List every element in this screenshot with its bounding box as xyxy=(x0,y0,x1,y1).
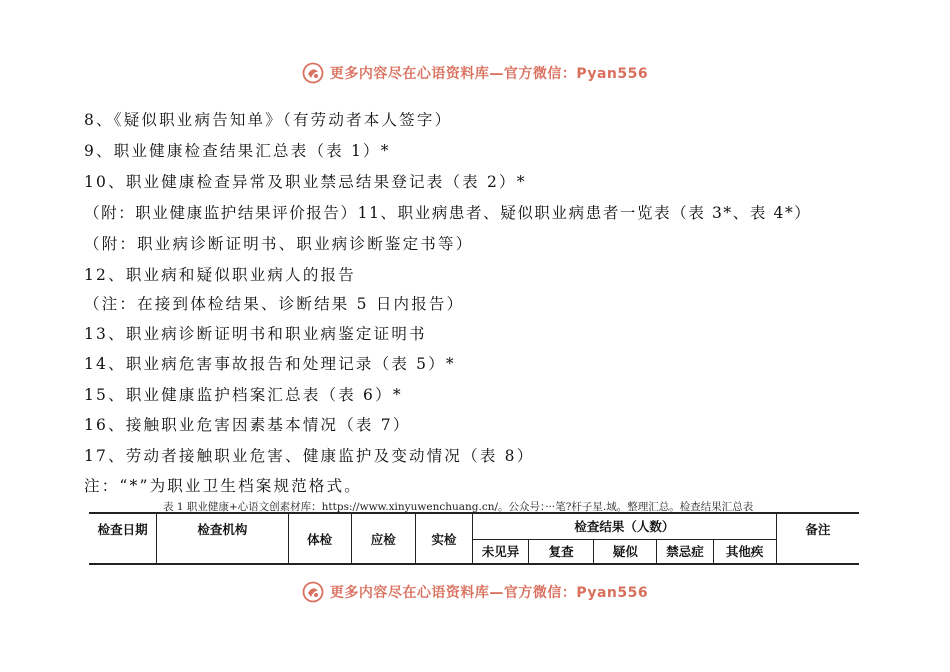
result-col-suspected: 疑似 xyxy=(594,539,657,564)
list-item: （注：在接到体检结果、诊断结果 5 日内报告） xyxy=(84,295,465,313)
note-line: 注：“*”为职业卫生档案规范格式。 xyxy=(84,477,362,495)
result-col-recheck: 复查 xyxy=(529,539,594,564)
list-item: （附：职业健康监护结果评价报告）11、职业病患者、疑似职业病患者一览表（表 3*、表 4*） xyxy=(84,204,812,222)
list-item: （附：职业病诊断证明书、职业病诊断鉴定书等） xyxy=(84,235,474,253)
footer-banner xyxy=(0,579,950,605)
list-item: 9、职业健康检查结果汇总表（表 1）* xyxy=(84,142,391,160)
list-item: 12、职业病和疑似职业病人的报告 xyxy=(84,266,356,284)
list-item: 10、职业健康检查异常及职业禁忌结果登记表（表 2）* xyxy=(84,173,527,191)
banner-text: 更多内容尽在心语资料库—官方微信：Pyan556 xyxy=(329,585,649,601)
brand-logo-icon xyxy=(302,581,324,603)
header-actual-check: 实检 xyxy=(415,513,472,564)
header-physical: 体检 xyxy=(288,513,351,564)
list-item: 16、接触职业危害因素基本情况（表 7） xyxy=(84,416,411,434)
list-item: 14、职业病危害事故报告和处理记录（表 5）* xyxy=(84,355,456,373)
list-item: 15、职业健康监护档案汇总表（表 6）* xyxy=(84,386,403,404)
header-check-org: 检查机构 xyxy=(157,513,288,564)
list-item: 8、《疑似职业病告知单》（有劳动者本人签字） xyxy=(84,111,453,129)
result-col-normal: 未见异 xyxy=(472,539,528,564)
header-results: 检查结果（人数） xyxy=(472,513,776,539)
brand-logo-icon xyxy=(302,62,324,84)
list-item: 17、劳动者接触职业危害、健康监护及变动情况（表 8） xyxy=(84,447,535,465)
list-item: 13、职业病诊断证明书和职业病鉴定证明书 xyxy=(84,325,427,343)
header-should-check: 应检 xyxy=(351,513,415,564)
results-summary-table xyxy=(89,512,859,565)
banner-text: 更多内容尽在心语资料库—官方微信：Pyan556 xyxy=(329,66,649,82)
header-notes: 备注 xyxy=(776,513,859,564)
result-col-contraindication: 禁忌症 xyxy=(657,539,713,564)
result-col-other: 其他疾 xyxy=(713,539,776,564)
table-caption: 表 1 职业健康+心语文创素材库：https://www.xinyuwenchuang.cn/。公众号：···笔?杆子星.域。整理汇总。检查结果汇总表 xyxy=(163,501,754,513)
header-check-date: 检查日期 xyxy=(89,513,157,564)
header-banner xyxy=(0,60,950,86)
